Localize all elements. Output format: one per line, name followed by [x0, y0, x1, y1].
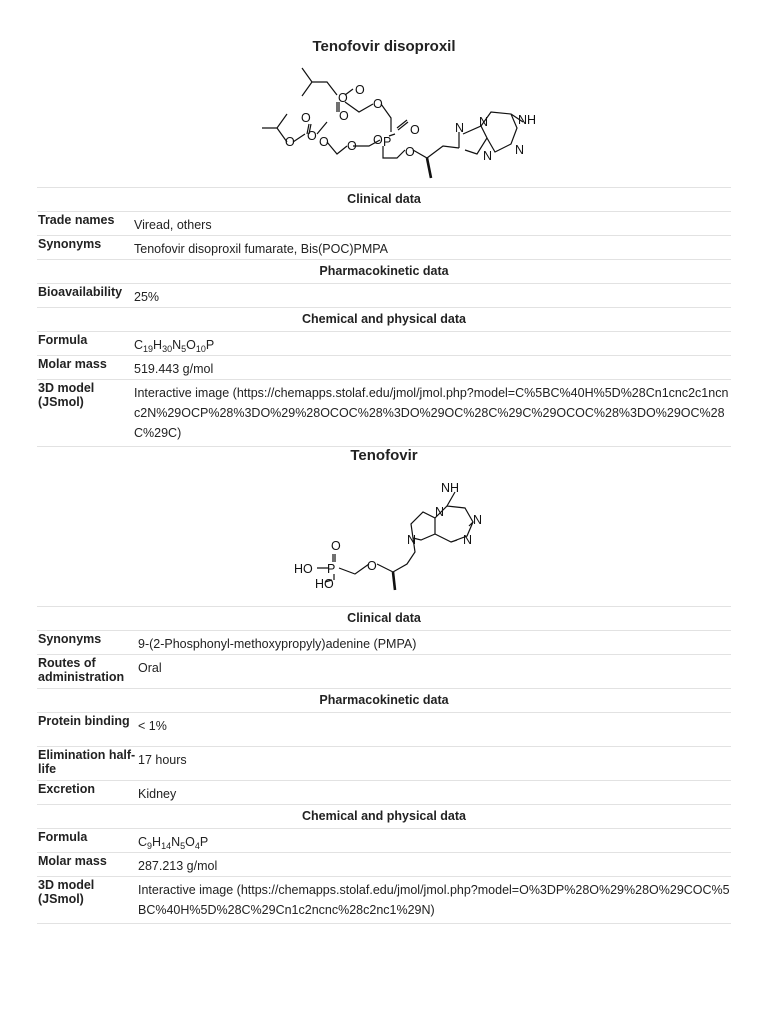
molar-mass-label: Molar mass [38, 357, 107, 371]
table-row [37, 380, 731, 447]
drug2-clinical-header: Clinical data [37, 607, 731, 631]
svg-text:N: N [407, 533, 417, 547]
svg-text:N: N [479, 115, 489, 129]
svg-text:O: O [301, 111, 311, 125]
svg-text:O: O [347, 139, 357, 153]
drug2-chem-header: Chemical and physical data [37, 805, 731, 829]
molar-mass-value: 519.443 g/mol [134, 362, 214, 376]
svg-text:O: O [367, 559, 377, 573]
drug1-infobox [37, 187, 731, 447]
formula-value: $C_{19}H_{30}N_5O_{10}P$ [134, 338, 215, 354]
trade-names-value: Viread, others [134, 218, 212, 232]
svg-text:O: O [339, 109, 349, 123]
protein-binding-label: Protein binding [38, 714, 130, 728]
routes-label: Routes of administration [38, 656, 125, 684]
trade-names-label: Trade names [38, 213, 115, 227]
molar-mass-value: 287.213 g/mol [138, 859, 218, 873]
svg-text:O: O [331, 539, 341, 553]
drug1-clinical-header: Clinical data [37, 188, 731, 212]
drug1-structure-image [255, 62, 537, 186]
table-row [37, 284, 731, 308]
drug2-pk-header: Pharmacokinetic data [37, 689, 731, 713]
excretion-value: Kidney [138, 787, 177, 801]
table-row [37, 877, 731, 924]
formula-label: Formula [38, 830, 88, 844]
svg-text:O: O [285, 135, 295, 149]
synonyms-value: 9-(2-Phosphonyl-methoxypropyly)adenine (PMPA) [138, 637, 417, 651]
drug2-infobox [37, 606, 731, 924]
svg-text:O: O [405, 145, 415, 159]
routes-value: Oral [138, 661, 162, 675]
svg-text:N: N [483, 149, 493, 163]
table-row [37, 655, 731, 689]
table-row [37, 332, 731, 356]
table-row [37, 747, 731, 781]
protein-binding-value: < 1% [138, 719, 167, 733]
synonyms-value: Tenofovir disoproxil fumarate, Bis(POC)PMPA [134, 242, 389, 256]
table-row [37, 713, 731, 747]
svg-text:O: O [307, 129, 317, 143]
bioavailability-label: Bioavailability [38, 285, 123, 299]
svg-text:N: N [473, 513, 483, 527]
table-row [37, 781, 731, 805]
svg-text:O: O [373, 97, 383, 111]
model-link[interactable]: Interactive image (https://chemapps.stolaf.edu/jmol/jmol.php?model=C%5BC%40H%5D%28Cn1cnc2c1ncnc2N%29OCP%28%3DO%29%28OCOC%28%3DO%29OC%28C%29C%29OCOC%28%3DO%29OC%28C%29C) [134, 386, 729, 440]
synonyms-label: Synonyms [38, 237, 102, 251]
svg-text:O: O [319, 135, 329, 149]
drug1-chem-header: Chemical and physical data [37, 308, 731, 332]
formula-value: $C_9H_{14}N_5O_4P$ [138, 835, 209, 851]
svg-text:O: O [373, 133, 383, 147]
svg-text:HO: HO [294, 562, 313, 576]
svg-text:P: P [383, 135, 392, 149]
svg-text:N: N [435, 505, 445, 519]
half-life-label: Elimination half-life [38, 748, 136, 776]
molar-mass-label: Molar mass [38, 854, 107, 868]
drug2-structure-image [295, 476, 495, 604]
drug1-pk-header: Pharmacokinetic data [37, 260, 731, 284]
model-label: 3D model (JSmol) [38, 381, 95, 409]
table-row [37, 631, 731, 655]
drug1-title: Tenofovir disoproxil [312, 38, 456, 55]
svg-text:N: N [463, 533, 473, 547]
bioavailability-value: 25% [134, 290, 160, 304]
table-row [37, 212, 731, 236]
svg-text:HO: HO [315, 577, 334, 591]
half-life-value: 17 hours [138, 753, 187, 767]
table-row [37, 829, 731, 853]
svg-text:N: N [455, 121, 465, 135]
model-link[interactable]: Interactive image (https://chemapps.stolaf.edu/jmol/jmol.php?model=O%3DP%28O%29%28O%29COC%5BC%40H%5D%28C%29Cn1c2ncnc%28c2nc1%29N) [138, 883, 730, 917]
model-label: 3D model (JSmol) [38, 878, 95, 906]
svg-text:NH: NH [441, 481, 460, 495]
svg-text:O: O [338, 91, 348, 105]
drug2-title: Tenofovir [350, 447, 418, 464]
table-row [37, 356, 731, 380]
synonyms-label: Synonyms [38, 632, 102, 646]
excretion-label: Excretion [38, 782, 95, 796]
table-row [37, 236, 731, 260]
svg-text:NH: NH [518, 113, 537, 127]
table-row [37, 853, 731, 877]
svg-text:O: O [355, 83, 365, 97]
svg-text:O: O [410, 123, 420, 137]
svg-text:P: P [327, 562, 336, 576]
svg-text:N: N [515, 143, 525, 157]
formula-label: Formula [38, 333, 88, 347]
